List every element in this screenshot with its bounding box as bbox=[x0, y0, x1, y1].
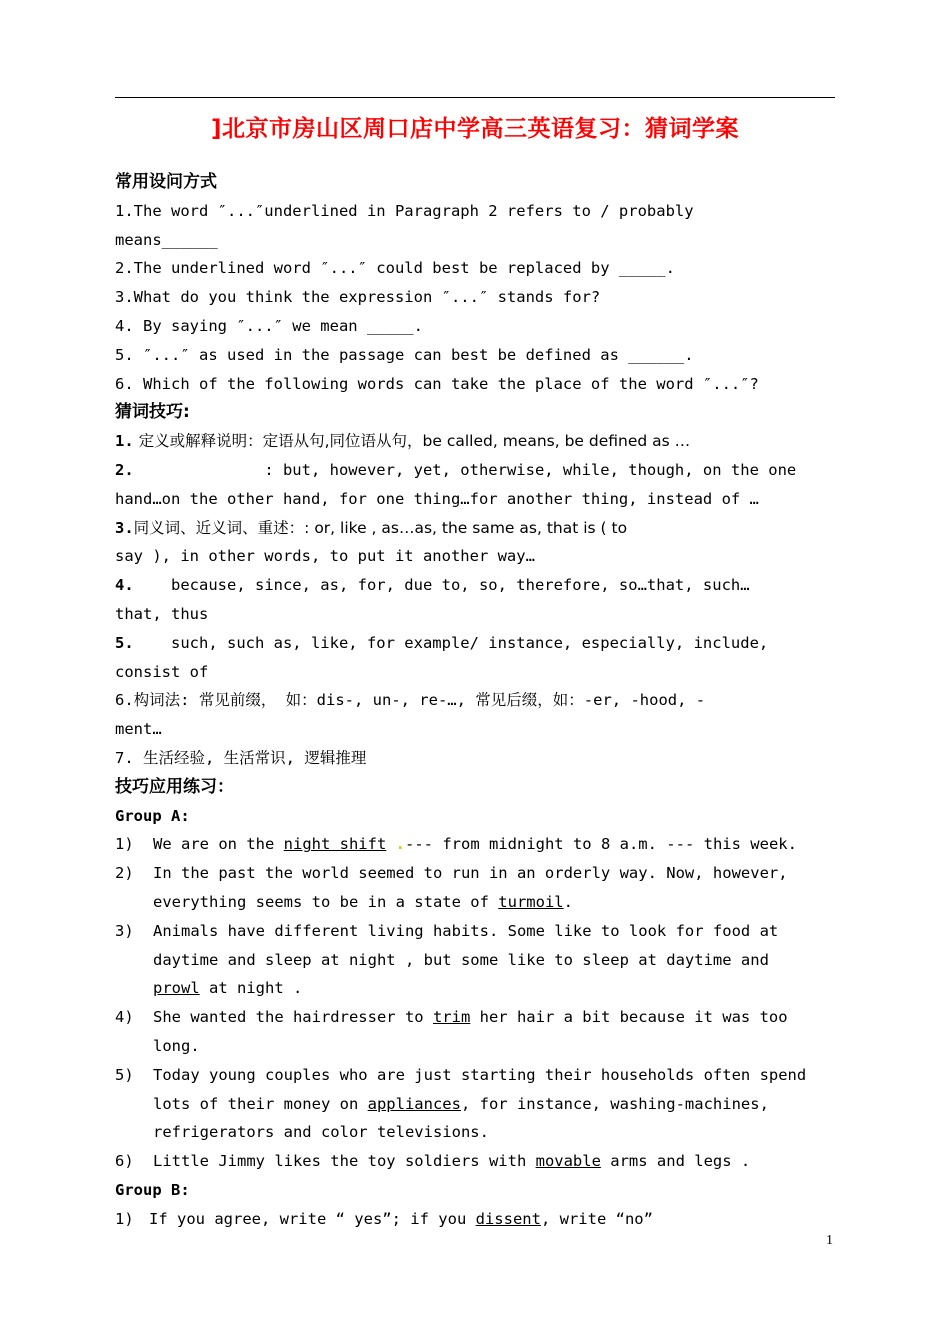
exercise-a1-pre: We are on the bbox=[153, 835, 284, 854]
technique-2a bbox=[115, 456, 835, 485]
exercise-a5a bbox=[115, 1061, 835, 1090]
exercise-a3a bbox=[115, 917, 835, 946]
technique-4b: that, thus bbox=[115, 604, 209, 623]
technique-4-text: because, since, as, for, due to, so, therefore, so…that, such… bbox=[133, 576, 750, 595]
exercise-a4-number: 4) bbox=[115, 1008, 134, 1027]
exercise-a2b bbox=[115, 888, 835, 917]
exercise-a4a bbox=[115, 1003, 835, 1032]
question-type-5: 5. ″...″ as used in the passage can best be defined as ______. bbox=[115, 345, 694, 364]
group-a-heading: Group A: bbox=[115, 806, 190, 825]
exercise-b1-post: , write “no” bbox=[540, 1209, 653, 1228]
exercise-a5c: refrigerators and color televisions. bbox=[153, 1123, 489, 1142]
exercise-a3b: daytime and sleep at night , but some like to sleep at daytime and bbox=[153, 950, 769, 969]
exercise-a5b bbox=[115, 1090, 835, 1119]
exercise-b1 bbox=[115, 1205, 835, 1234]
target-word-prowl: prowl bbox=[153, 979, 200, 998]
technique-3a bbox=[115, 514, 835, 543]
technique-5b: consist of bbox=[115, 662, 209, 681]
technique-3b: say ), in other words, to put it another way… bbox=[115, 547, 535, 566]
question-type-1b: means______ bbox=[115, 230, 218, 249]
exercise-a1-post: --- from midnight to 8 a.m. --- this week. bbox=[405, 835, 797, 854]
exercise-a5-number: 5) bbox=[115, 1065, 134, 1084]
exercise-a4b: long. bbox=[153, 1036, 200, 1055]
section-heading-techniques: 猜词技巧: bbox=[115, 402, 190, 423]
page-title: ]北京市房山区周口店中学高三英语复习：猜词学案 bbox=[210, 116, 739, 142]
technique-2-text: : but, however, yet, otherwise, while, though, on the one bbox=[133, 460, 797, 479]
section-heading-question-types: 常用设问方式 bbox=[115, 172, 217, 192]
target-word-appliances: appliances bbox=[367, 1094, 461, 1113]
exercise-a4-pre: She wanted the hairdresser to bbox=[153, 1008, 433, 1027]
exercise-a6 bbox=[115, 1147, 835, 1176]
technique-4-number: 4. bbox=[115, 576, 134, 595]
exercise-b1-number: 1) bbox=[115, 1209, 134, 1228]
target-word-turmoil: turmoil bbox=[498, 892, 564, 911]
question-type-3: 3.What do you think the expression ″...″ stands for? bbox=[115, 288, 601, 307]
question-type-2: 2.The underlined word ″...″ could best be replaced by _____. bbox=[115, 259, 675, 278]
header-rule bbox=[115, 97, 835, 98]
exercise-a2b-post: . bbox=[563, 892, 573, 911]
exercise-a6-post: arms and legs . bbox=[600, 1152, 751, 1171]
exercise-a2-text: In the past the world seemed to run in an orderly way. Now, however, bbox=[153, 864, 788, 883]
technique-5-number: 5. bbox=[115, 633, 134, 652]
exercise-a1 bbox=[115, 830, 835, 859]
technique-1-text: 定义或解释说明：定语从句,同位语从句，be called, means, be defined as … bbox=[133, 432, 691, 451]
exercise-a2a bbox=[115, 859, 835, 888]
target-word-night-shift: night shift bbox=[283, 835, 387, 854]
exercise-a6-number: 6) bbox=[115, 1152, 134, 1171]
exercise-a3-number: 3) bbox=[115, 921, 134, 940]
exercise-a2b-pre: everything seems to be in a state of bbox=[153, 892, 499, 911]
document-body bbox=[115, 168, 835, 1233]
target-word-dissent: dissent bbox=[475, 1209, 541, 1228]
highlight-mark: . bbox=[395, 835, 405, 854]
technique-2b: hand…on the other hand, for one thing…for another thing, instead of … bbox=[115, 489, 759, 508]
question-type-6: 6. Which of the following words can take the place of the word ″...″? bbox=[115, 374, 759, 393]
exercise-a1-number: 1) bbox=[115, 835, 134, 854]
target-word-trim: trim bbox=[432, 1008, 471, 1027]
exercise-a4-post: her hair a bit because it was too bbox=[470, 1008, 788, 1027]
technique-3-number: 3. bbox=[115, 518, 134, 537]
technique-6a: 6.构词法: 常见前缀， 如：dis-, un-, re-…, 常见后缀，如：-er, -hood, - bbox=[115, 691, 706, 710]
technique-2-number: 2. bbox=[115, 460, 134, 479]
exercise-a2-number: 2) bbox=[115, 864, 134, 883]
page-number: 1 bbox=[826, 1233, 833, 1248]
section-heading-practice: 技巧应用练习： bbox=[115, 776, 234, 797]
question-type-1a: 1.The word ″...″underlined in Paragraph 2 refers to / probably bbox=[115, 201, 694, 220]
question-type-4: 4. By saying ″...″ we mean _____. bbox=[115, 316, 423, 335]
exercise-a3c-post: at night . bbox=[199, 979, 303, 998]
exercise-a5b-pre: lots of their money on bbox=[153, 1094, 368, 1113]
exercise-a5-text: Today young couples who are just starting their households often spend bbox=[153, 1065, 807, 1084]
technique-3-text: 同义词、近义词、重述：: or, like , as…as, the same as, that is ( to bbox=[133, 518, 628, 537]
target-word-movable: movable bbox=[535, 1152, 601, 1171]
group-b-heading: Group B: bbox=[115, 1180, 190, 1199]
technique-5-text: such, such as, like, for example/ instance, especially, include, bbox=[133, 633, 769, 652]
technique-6b: ment… bbox=[115, 720, 162, 739]
technique-7: 7. 生活经验, 生活常识, 逻辑推理 bbox=[115, 748, 367, 767]
exercise-a3c bbox=[115, 974, 835, 1003]
technique-1 bbox=[115, 427, 835, 456]
exercise-a6-pre: Little Jimmy likes the toy soldiers with bbox=[153, 1152, 536, 1171]
exercise-a3-text: Animals have different living habits. Some like to look for food at bbox=[153, 921, 779, 940]
exercise-a5b-post: , for instance, washing-machines, bbox=[460, 1094, 769, 1113]
exercise-b1-pre: If you agree, write “ yes”; if you bbox=[149, 1209, 476, 1228]
technique-4a bbox=[115, 571, 835, 600]
technique-1-number: 1. bbox=[115, 432, 134, 451]
technique-5a bbox=[115, 629, 835, 658]
